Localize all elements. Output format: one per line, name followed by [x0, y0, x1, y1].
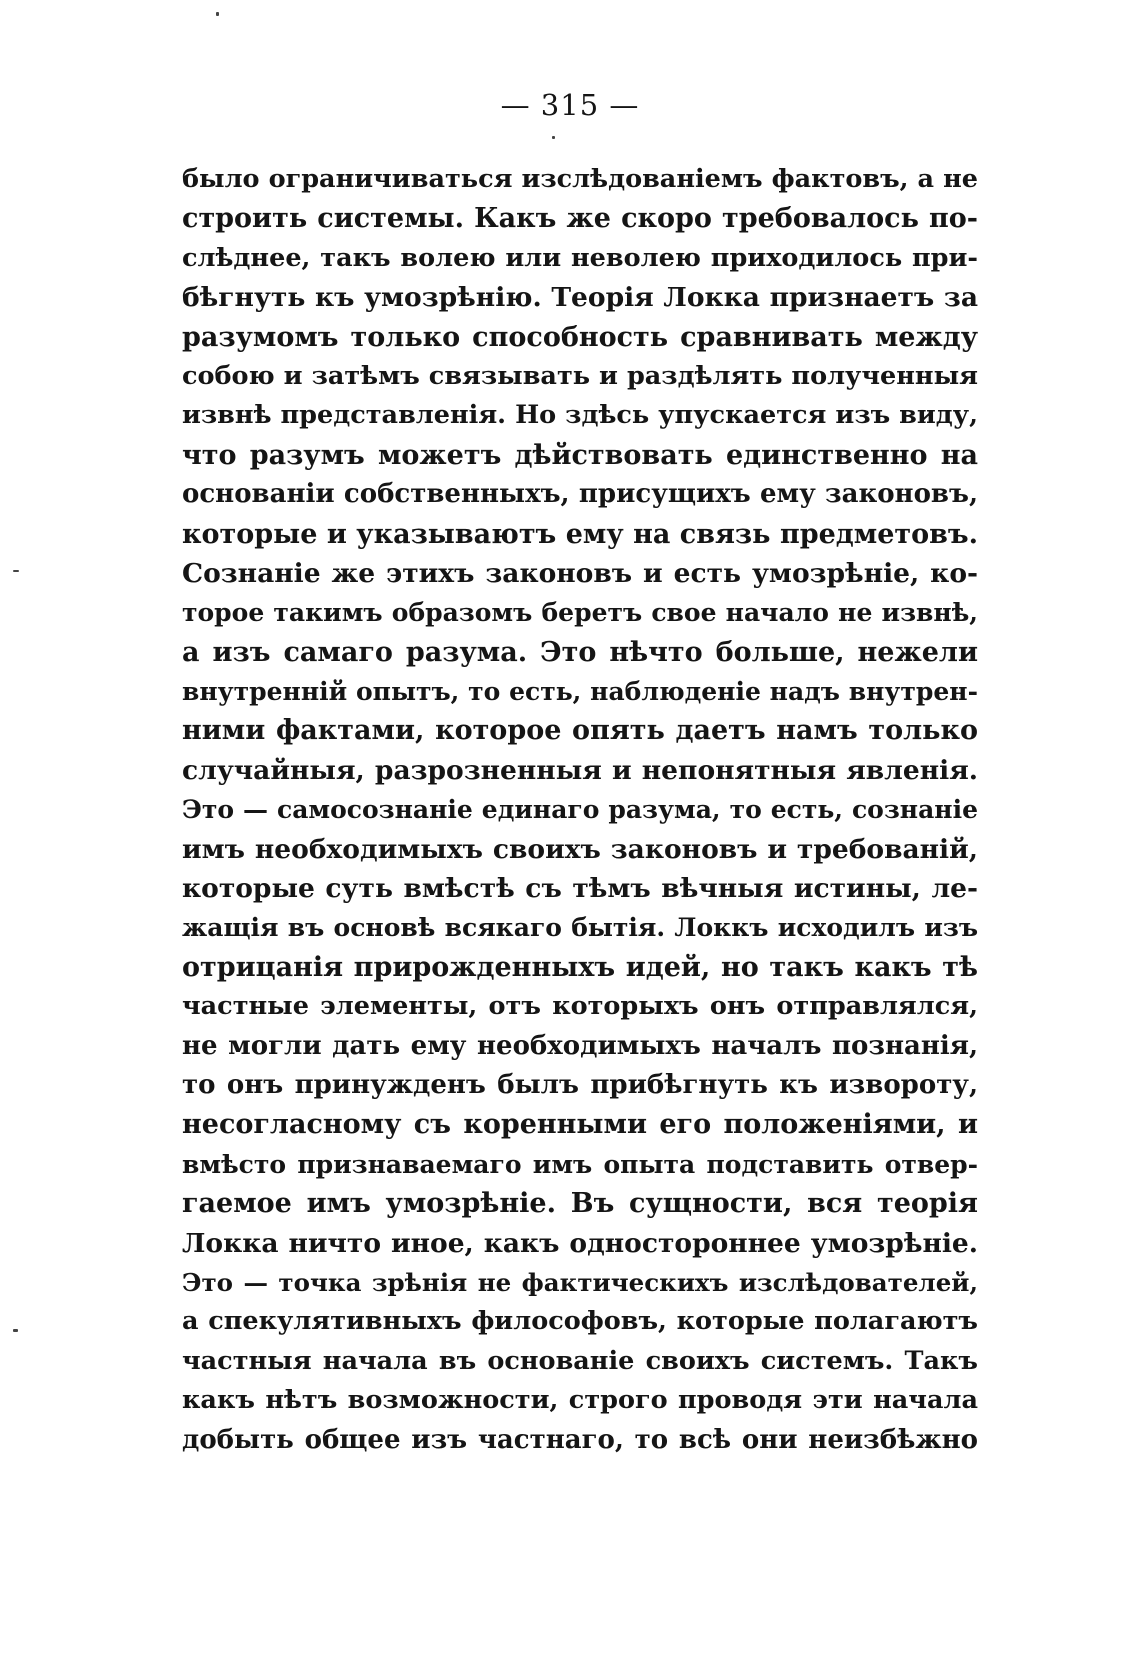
text-line: частные элементы, отъ которыхъ онъ отправлялся,	[182, 991, 978, 1022]
print-speck	[216, 12, 219, 16]
text-line: какъ нѣтъ возможности, строго проводя эти начала	[182, 1385, 978, 1416]
text-line: что разумъ можетъ дѣйствовать единственно на	[182, 439, 978, 471]
text-line: имъ необходимыхъ своихъ законовъ и требованій,	[182, 833, 978, 865]
text-line: внутренній опытъ, то есть, наблюденіе надъ внутрен-	[182, 677, 978, 707]
text-line: основаніи собственныхъ, присущихъ ему законовъ,	[182, 479, 978, 510]
print-speck	[552, 136, 555, 139]
text-line: Это — самосознаніе единаго разума, то есть, сознаніе	[182, 795, 978, 825]
text-line: частныя начала въ основаніе своихъ системъ. Такъ	[182, 1345, 978, 1376]
text-line: собою и затѣмъ связывать и раздѣлять полученныя	[182, 360, 978, 391]
text-line: извнѣ представленія. Но здѣсь упускается изъ виду,	[182, 400, 978, 431]
text-line: которые суть вмѣстѣ съ тѣмъ вѣчныя истины, ле-	[182, 873, 978, 905]
text-line: то онъ принужденъ былъ прибѣгнуть къ извороту,	[182, 1069, 978, 1100]
page-number: — 315 —	[500, 88, 640, 122]
text-line: добыть общее изъ частнаго, то всѣ они неизбѣжно	[182, 1424, 978, 1455]
text-line: вмѣсто признаваемаго имъ опыта подставить отвер-	[182, 1149, 978, 1179]
text-line: ними фактами, которое опять даетъ намъ только	[182, 715, 978, 747]
print-speck	[13, 1329, 18, 1332]
text-line: Это — точка зрѣнія не фактическихъ изслѣдователей,	[182, 1267, 978, 1297]
text-line: жащія въ основѣ всякаго бытія. Локкъ исходилъ изъ	[182, 913, 978, 943]
text-line: Локка ничто иное, какъ одностороннее умозрѣніе.	[182, 1227, 978, 1259]
text-line: несогласному съ коренными его положеніями, и	[182, 1109, 978, 1141]
body-text	[182, 160, 978, 1460]
text-line: случайныя, разрозненныя и непонятныя явленія.	[182, 754, 978, 786]
text-line: отрицанія прирожденныхъ идей, но такъ какъ тѣ	[182, 951, 978, 983]
print-speck	[13, 570, 19, 572]
text-line: торое такимъ образомъ беретъ свое начало не извнѣ,	[182, 598, 978, 628]
text-line: слѣднее, такъ волею или неволею приходилось при-	[182, 242, 978, 273]
text-line: а изъ самаго разума. Это нѣчто больше, нежели	[182, 636, 978, 668]
text-line: Сознаніе же этихъ законовъ и есть умозрѣніе, ко-	[182, 557, 978, 589]
text-line: которые и указываютъ ему на связь предметовъ.	[182, 518, 978, 550]
text-line: не могли дать ему необходимыхъ началъ познанія,	[182, 1030, 978, 1061]
text-line: бѣгнуть къ умозрѣнію. Теорія Локка признаетъ за	[182, 282, 978, 314]
text-line: гаемое имъ умозрѣніе. Въ сущности, вся теорія	[182, 1188, 978, 1220]
text-line: было ограничиваться изслѣдованіемъ фактовъ, а не	[182, 164, 978, 194]
text-line: а спекулятивныхъ философовъ, которые полагаютъ	[182, 1306, 978, 1337]
text-line: строить системы. Какъ же скоро требовалось по-	[182, 203, 978, 235]
text-line: разумомъ только способность сравнивать между	[182, 321, 978, 353]
